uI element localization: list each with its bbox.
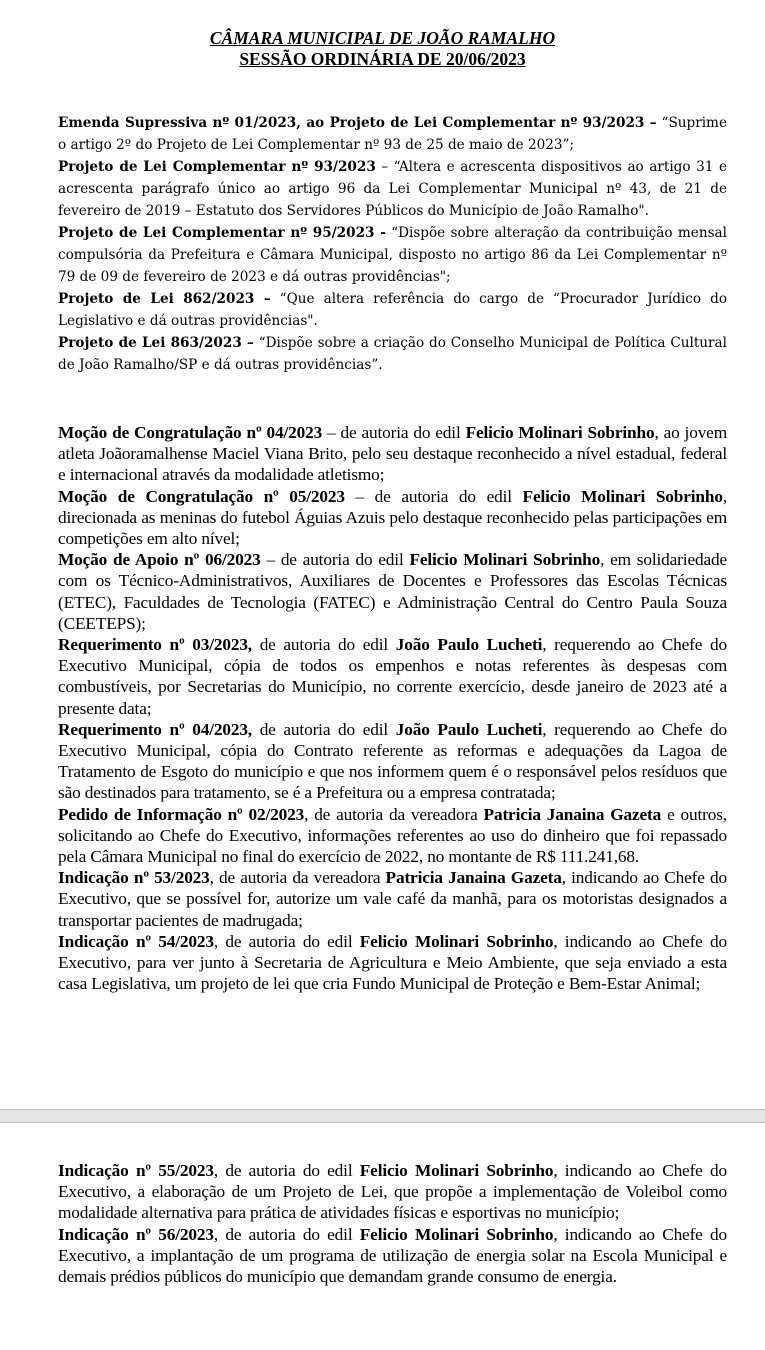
item-text: , de autoria do edil bbox=[213, 1224, 360, 1244]
agenda-item bbox=[58, 222, 727, 288]
agenda-item bbox=[58, 288, 727, 332]
item-text: de autoria do edil bbox=[251, 719, 396, 739]
item-text: , indicando ao Chefe do Executivo, para ver junto à Secretaria de Agricultura e Meio Ambiente, que seja enviado a esta casa Legislativa, um projeto de lei que cria Fundo Municipal de Proteção e Bem-Estar Animal; bbox=[58, 931, 727, 994]
session-title: SESSÃO ORDINÁRIA DE 20/06/2023 bbox=[239, 49, 526, 69]
agenda-item bbox=[58, 156, 727, 222]
item-heading: Moção de Congratulação nº 05/2023 bbox=[58, 486, 345, 506]
item-text: – “Altera e acrescenta dispositivos ao artigo 31 e acrescenta parágrafo único ao artigo 96 da Lei Complementar Municipal nº 43, de 21 de fevereiro de 2019 – Estatuto dos Servidores Públicos do Município de João Ramalho". bbox=[58, 159, 727, 219]
item-heading: Emenda Supressiva nº 01/2023, ao Projeto de Lei Complementar nº 93/2023 – bbox=[58, 115, 657, 131]
author-name: Felicio Molinari Sobrinho bbox=[522, 486, 723, 506]
item-heading: Projeto de Lei Complementar nº 95/2023 - bbox=[58, 225, 386, 241]
item-heading: Moção de Congratulação nº 04/2023 bbox=[58, 423, 323, 442]
item-heading: Moção de Apoio nº 06/2023 bbox=[58, 550, 261, 570]
item-heading: Pedido de Informação nº 02/2023 bbox=[58, 804, 305, 824]
author-name: João Paulo Lucheti bbox=[395, 635, 543, 655]
item-text: , direcionada as meninas do futebol Águias Azuis pelo destaque reconhecido pelas participações em competições em alto nível; bbox=[58, 486, 727, 549]
item-heading: Requerimento nº 04/2023, bbox=[58, 719, 252, 739]
agenda-item bbox=[58, 1224, 727, 1288]
item-text: , requerendo ao Chefe do Executivo Municipal, cópia do Contrato referente as reformas e adequações da Lagoa de Tratamento de Esgoto do município e que nos informem quem é o responsável pelos resíduos que são destinados para tratamento, se é a Prefeitura ou a empresa contratada; bbox=[58, 719, 727, 803]
agenda-item bbox=[58, 112, 727, 156]
agenda-item bbox=[58, 931, 727, 995]
author-name: Felicio Molinari Sobrinho bbox=[465, 423, 655, 442]
author-name: Patricia Janaina Gazeta bbox=[483, 804, 662, 824]
agenda-item bbox=[58, 549, 727, 634]
agenda-item bbox=[58, 634, 727, 719]
item-heading: Requerimento nº 03/2023, bbox=[58, 635, 252, 655]
item-text: , de autoria da vereadora bbox=[304, 804, 484, 824]
agenda-item bbox=[58, 867, 727, 931]
item-text: e outros, solicitando ao Chefe do Executivo, informações referentes ao uso do dinheiro que foi repassado pela Câmara Municipal no final do exercício de 2022, no montante de R$ 111.241,68. bbox=[58, 804, 727, 867]
item-heading: Indicação nº 55/2023 bbox=[58, 1161, 214, 1180]
item-heading: Projeto de Lei 862/2023 – bbox=[58, 291, 271, 307]
item-text: – de autoria do edil bbox=[322, 423, 466, 442]
author-name: João Paulo Lucheti bbox=[395, 719, 543, 739]
item-text: , em solidariedade com os Técnico-Administrativos, Auxiliares de Docentes e Professores das Escolas Técnicas (ETEC), Faculdades de Tecnologia (FATEC) e Administração Central do Centro Paula Souza (CEETEPS); bbox=[58, 550, 727, 633]
bills-section bbox=[58, 112, 727, 376]
author-name: Felicio Molinari Sobrinho bbox=[359, 1224, 554, 1244]
item-text: “Dispõe sobre a criação do Conselho Municipal de Política Cultural de João Ramalho/SP e dá outras providências”. bbox=[58, 335, 727, 373]
agenda-item bbox=[58, 332, 727, 376]
item-text: “Dispõe sobre alteração da contribuição mensal compulsória da Prefeitura e Câmara Municipal, disposto no artigo 86 da Lei Complementar nº 79 de 09 de fevereiro de 2023 e dá outras providências"; bbox=[58, 225, 727, 285]
document-title: CÂMARA MUNICIPAL DE JOÃO RAMALHO bbox=[209, 28, 556, 48]
item-text: , indicando ao Chefe do Executivo, a implantação de um programa de utilização de energia solar na Escola Municipal e demais prédios públicos do município que demandam grande consumo de energia. bbox=[58, 1224, 727, 1287]
item-text: , ao jovem atleta Joãoramalhense Maciel Viana Brito, pelo seu destaque reconhecido a nível estadual, federal e internacional através da modalidade atletismo; bbox=[58, 423, 727, 485]
agenda-item bbox=[58, 719, 727, 804]
indications-section bbox=[58, 1160, 727, 1287]
item-text: “Que altera referência do cargo de “Procurador Jurídico do Legislativo e dá outras providências". bbox=[58, 291, 728, 329]
item-heading: Indicação nº 56/2023 bbox=[58, 1224, 214, 1244]
item-text: , indicando ao Chefe do Executivo, a elaboração de um Projeto de Lei, que propõe a implementação de Voleibol como modalidade alternativa para prática de atividades físicas e esportivas no município; bbox=[58, 1161, 727, 1223]
author-name: Felicio Molinari Sobrinho bbox=[359, 1161, 554, 1180]
agenda-item bbox=[58, 1160, 727, 1224]
page-break bbox=[0, 1109, 765, 1123]
item-text: , requerendo ao Chefe do Executivo Municipal, cópia de todos os empenhos e notas referentes às despesas com combustíveis, por Secretarias do Município, no corrente exercício, desde janeiro de 2023 até a presente data; bbox=[58, 635, 727, 718]
item-heading: Projeto de Lei 863/2023 – bbox=[58, 335, 254, 351]
item-text: de autoria do edil bbox=[251, 635, 396, 655]
agenda-item bbox=[58, 422, 727, 486]
item-text: , de autoria da vereadora bbox=[209, 868, 386, 888]
agenda-item bbox=[58, 486, 727, 550]
item-text: , indicando ao Chefe do Executivo, que se possível for, autorize um vale café da manhã, para os motoristas designados a transportar pacientes de madrugada; bbox=[58, 868, 727, 930]
item-heading: Indicação nº 54/2023 bbox=[58, 931, 214, 951]
item-heading: Projeto de Lei Complementar nº 93/2023 bbox=[58, 159, 376, 175]
document-header bbox=[0, 28, 765, 70]
author-name: Felicio Molinari Sobrinho bbox=[359, 931, 554, 951]
author-name: Patricia Janaina Gazeta bbox=[385, 868, 562, 888]
agenda-item bbox=[58, 804, 727, 868]
item-text: , de autoria do edil bbox=[213, 931, 360, 951]
item-text: , de autoria do edil bbox=[213, 1161, 360, 1180]
item-text: “Suprime o artigo 2º do Projeto de Lei Complementar nº 93 de 25 de maio de 2023”; bbox=[58, 115, 727, 153]
item-text: – de autoria do edil bbox=[344, 486, 523, 506]
motions-section bbox=[58, 422, 727, 994]
item-text: – de autoria do edil bbox=[260, 550, 410, 570]
item-heading: Indicação nº 53/2023 bbox=[58, 868, 210, 888]
author-name: Felicio Molinari Sobrinho bbox=[409, 550, 601, 570]
